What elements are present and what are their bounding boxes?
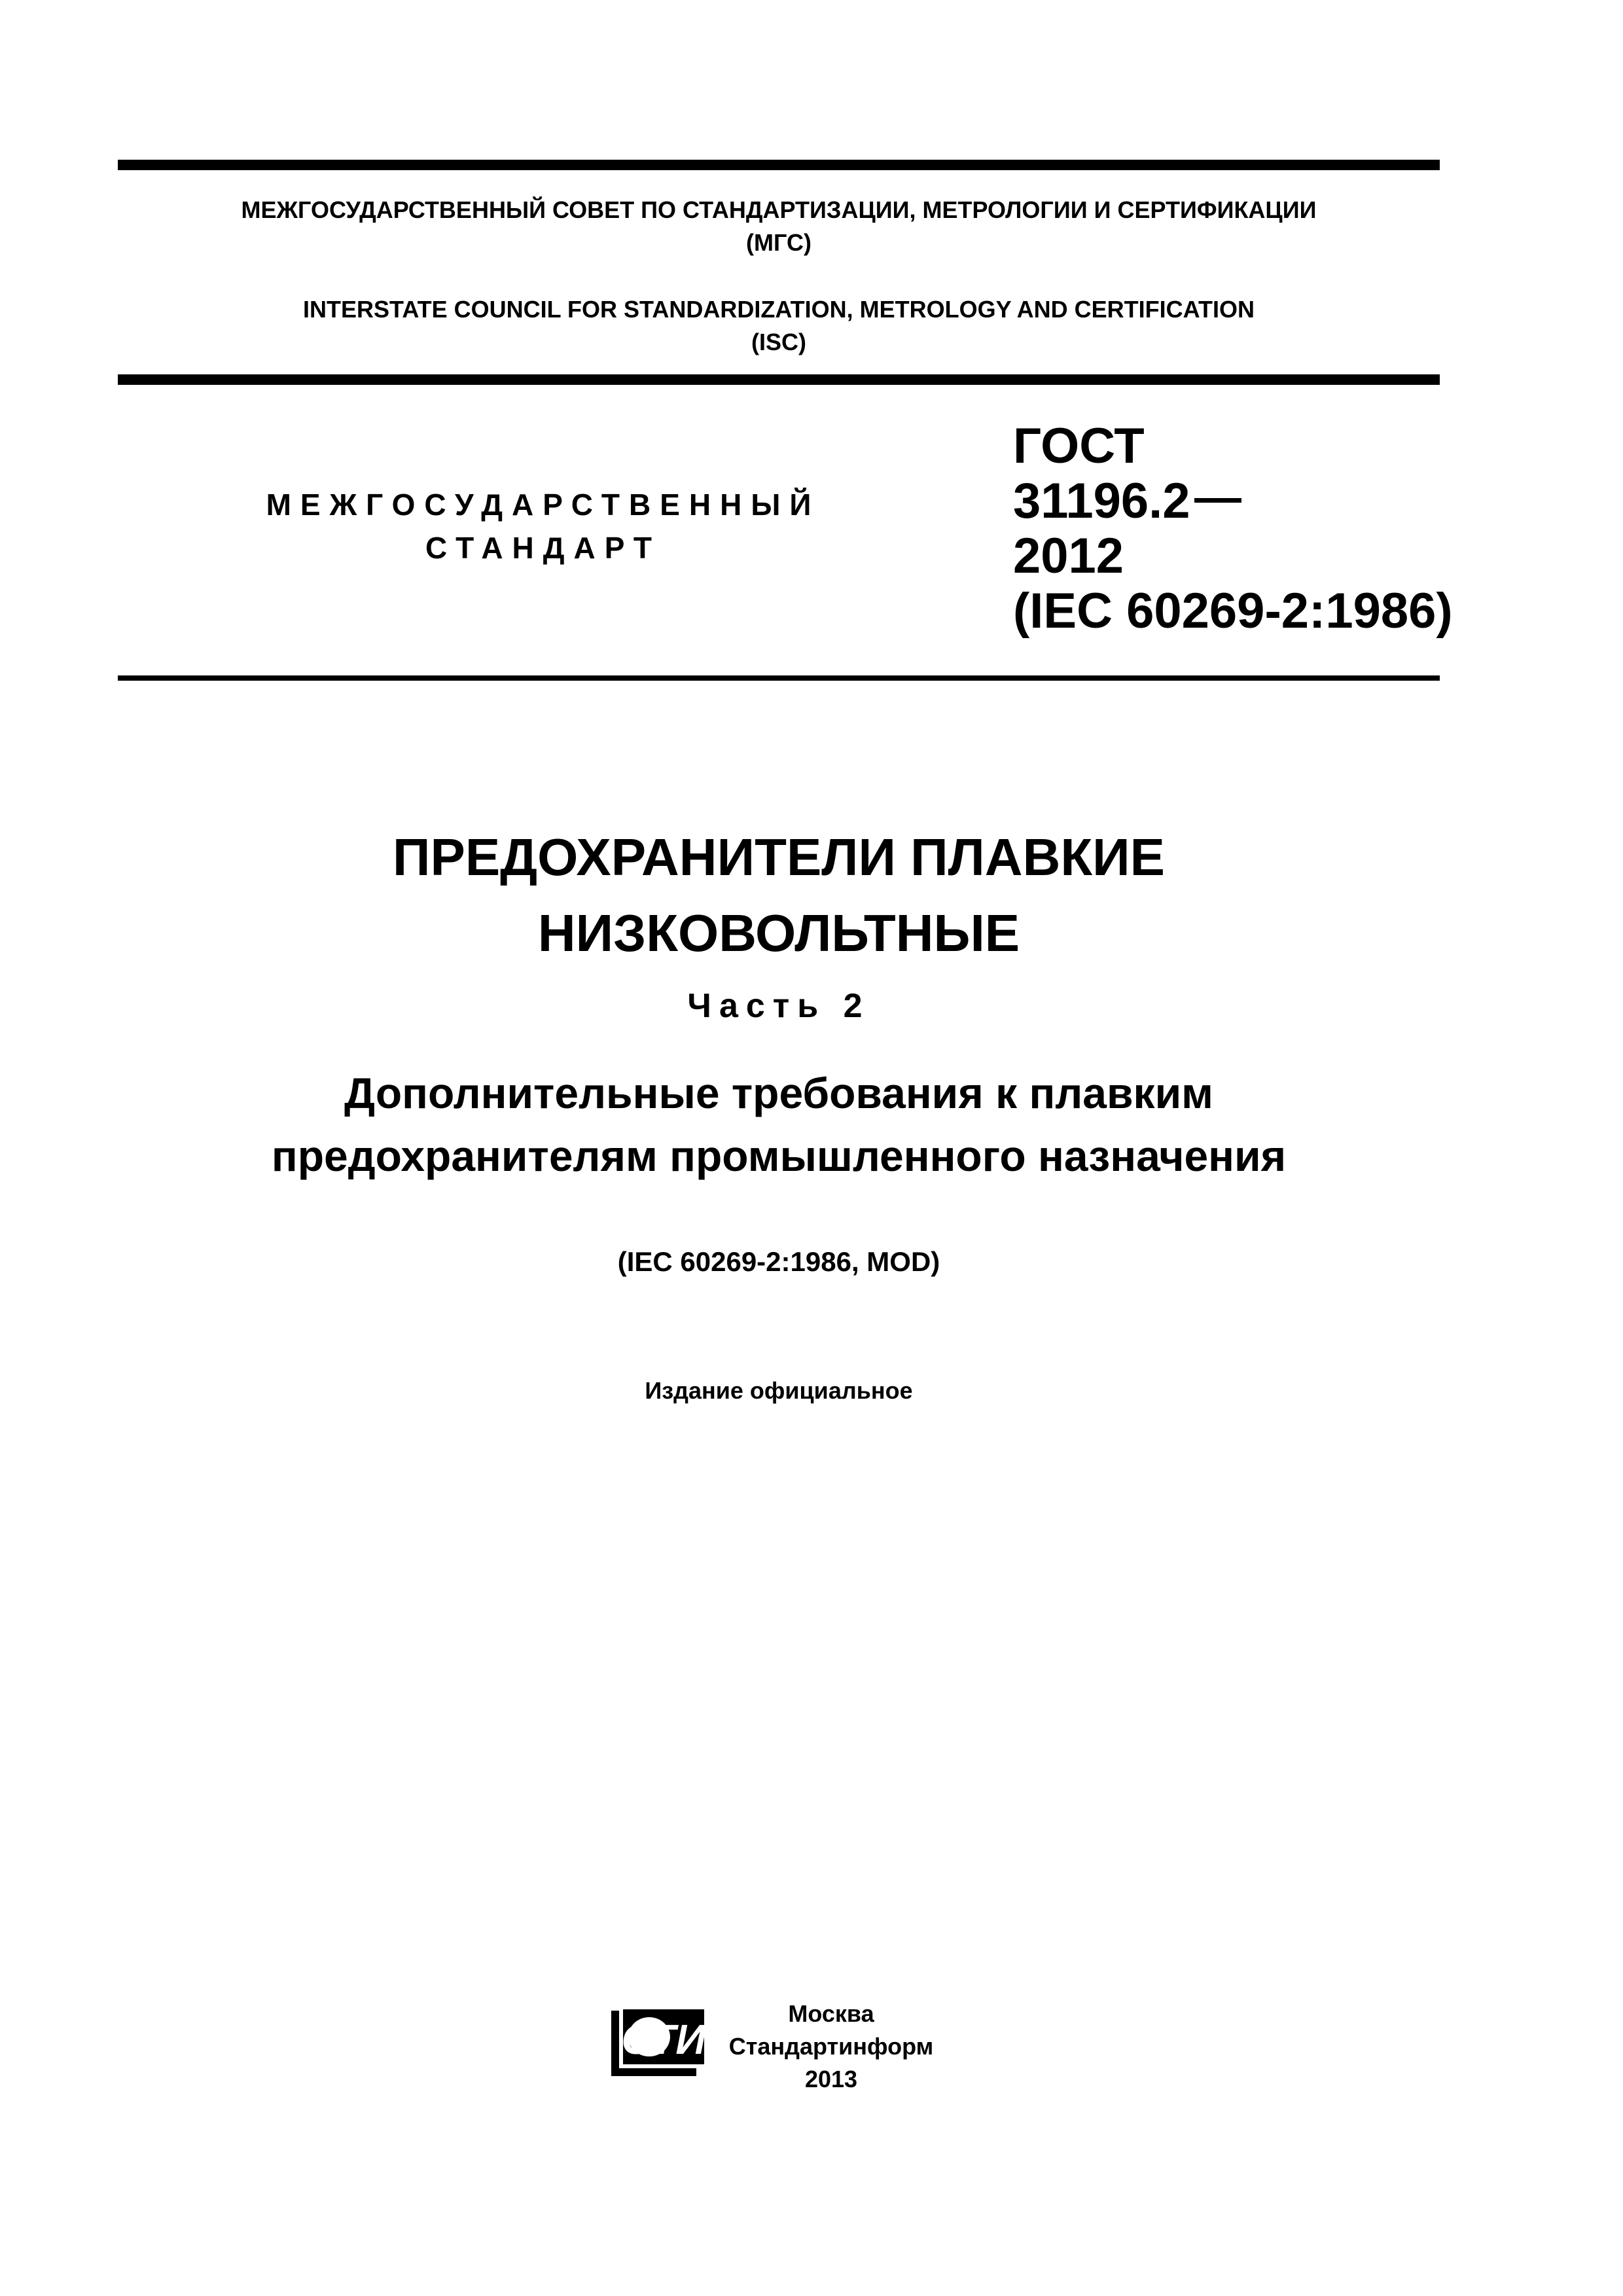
standard-bottom-rule [118, 675, 1440, 681]
standard-code [1013, 419, 1471, 639]
part-label: Часть 2 [687, 987, 870, 1025]
standard-code-iec: (IEC 60269-2:1986) [1013, 583, 1453, 639]
title-line1: ПРЕДОХРАНИТЕЛИ ПЛАВКИЕ [392, 828, 1166, 886]
subtitle-line2: предохранителям промышленного назначения [271, 1132, 1287, 1180]
standartinform-logo-icon [607, 2001, 712, 2080]
council-ru [118, 194, 1440, 259]
document-subtitle [118, 1062, 1440, 1187]
document-title [118, 819, 1440, 971]
standard-code-number: 31196.2 [1013, 473, 1190, 529]
code-dash [1194, 498, 1241, 503]
publisher-city: Москва [788, 2000, 874, 2027]
council-en-line1: INTERSTATE COUNCIL FOR STANDARDIZATION, METROLOGY AND CERTIFICATION [303, 296, 1255, 323]
council-bottom-rule [118, 374, 1440, 385]
title-line2: НИЗКОВОЛЬТНЫЕ [537, 904, 1020, 962]
council-en [118, 293, 1440, 359]
council-ru-line1: МЕЖГОСУДАРСТВЕННЫЙ СОВЕТ ПО СТАНДАРТИЗАЦИИ, МЕТРОЛОГИИ И СЕРТИФИКАЦИИ [241, 196, 1317, 223]
standard-type-line1: МЕЖГОСУДАРСТВЕННЫЙ [266, 488, 821, 522]
logo-svg [607, 2001, 712, 2080]
publisher-name: Стандартинформ [728, 2033, 934, 2060]
top-rule [118, 160, 1440, 170]
iec-mod: (IEC 60269-2:1986, MOD) [617, 1246, 940, 1277]
standard-type [216, 483, 870, 569]
standard-code-prefix: ГОСТ [1013, 418, 1145, 474]
publisher-year: 2013 [804, 2066, 858, 2092]
council-en-line2: (ISC) [751, 329, 806, 355]
publisher-block [707, 1998, 955, 2096]
standard-code-number-line [1013, 474, 1471, 529]
standard-code-year: 2012 [1013, 528, 1124, 584]
council-ru-line2: (МГС) [746, 229, 812, 256]
standard-type-line2: СТАНДАРТ [425, 531, 661, 565]
logo-text: СТИ [621, 2016, 706, 2063]
subtitle-line1: Дополнительные требования к плавким [344, 1069, 1213, 1117]
edition-label: Издание официальное [645, 1377, 913, 1404]
